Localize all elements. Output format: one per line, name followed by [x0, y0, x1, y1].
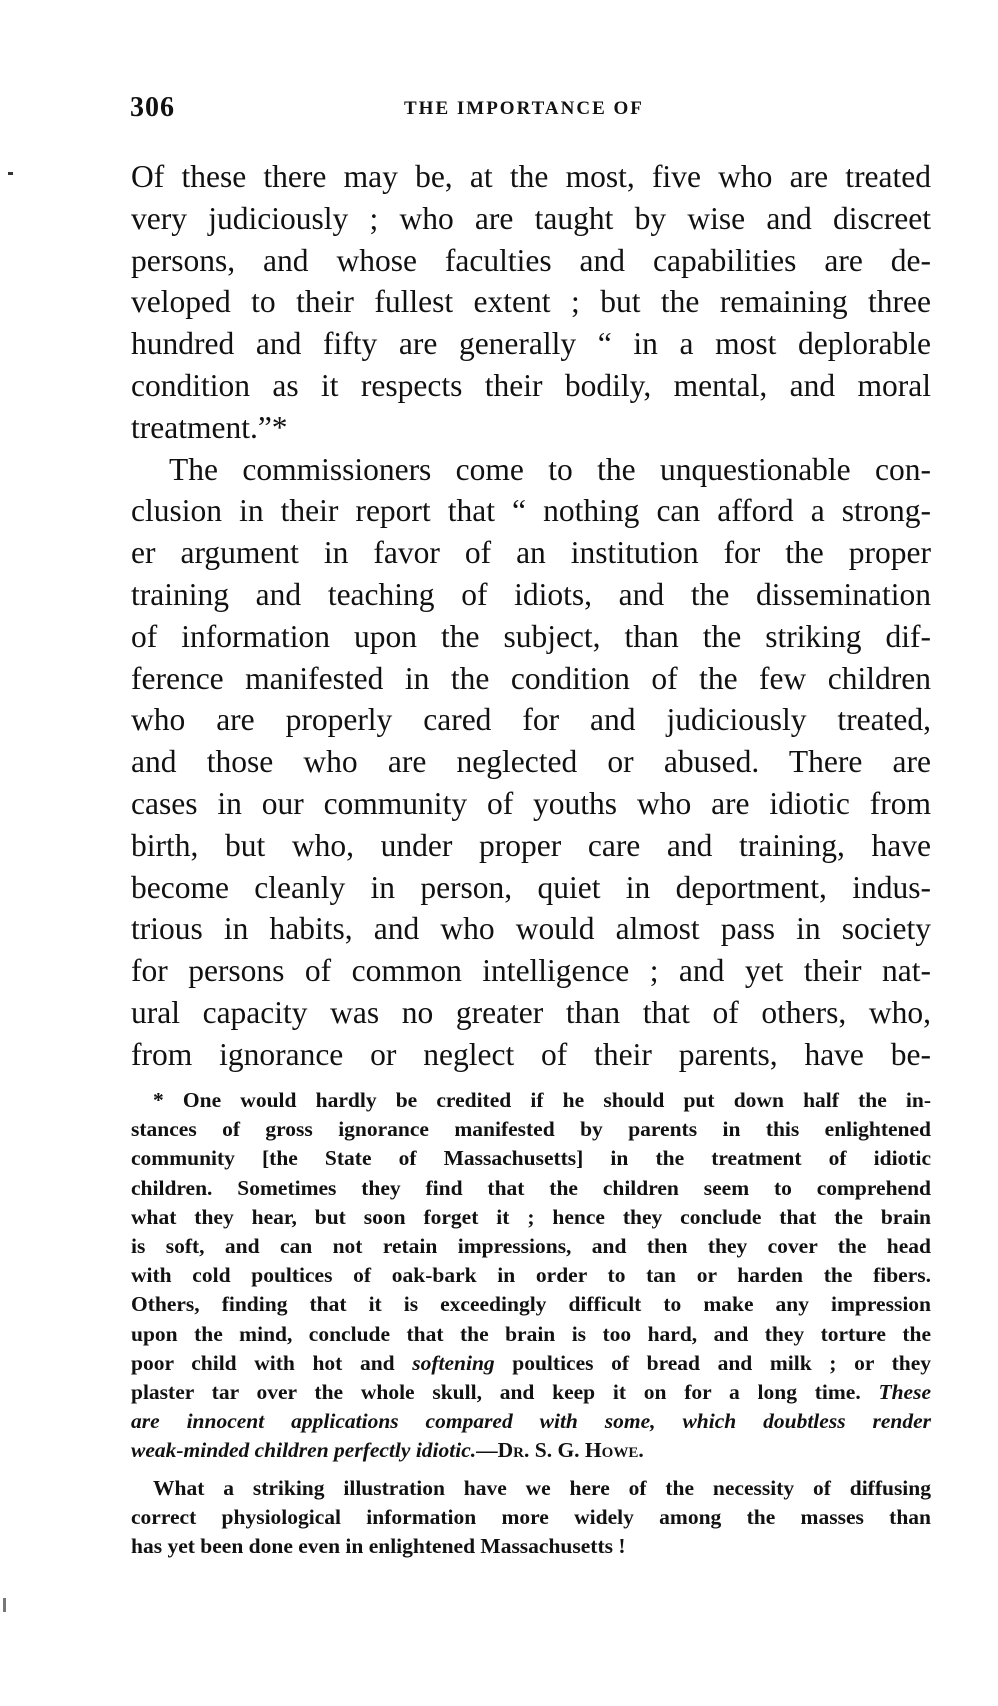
paragraph-2 [131, 449, 931, 1076]
footnote-line: with cold poultices of oak-bark in order to tan or harden the fibers. [131, 1263, 931, 1288]
text-line: from ignorance or neglect of their parents, have be- [131, 1036, 931, 1072]
text-line: trious in habits, and who would almost pass in society [131, 911, 931, 947]
footnote-line: are innocent applications compared with some, which doubtless render [131, 1409, 931, 1434]
margin-mark-bottom [3, 1598, 6, 1612]
footnote-line: community [the State of Massachusetts] in the treatment of idiotic [131, 1146, 931, 1171]
footnote-line: children. Sometimes they find that the children seem to comprehend [131, 1175, 931, 1200]
footnote-line: stances of gross ignorance manifested by parents in this enlightened [131, 1117, 931, 1142]
text-line: birth, but who, under proper care and training, have [131, 827, 931, 863]
footnote-line: what they hear, but soon forget it ; hence they conclude that the brain [131, 1204, 931, 1229]
footnote-line [131, 1436, 931, 1465]
text-line: Of these there may be, at the most, five who are treated [131, 159, 931, 194]
footnote-emphasis: These [878, 1380, 932, 1405]
footnote-line: is soft, and can not retain impressions, and then they cover the head [131, 1234, 931, 1259]
text-line: clusion in their report that “ nothing can afford a strong- [131, 493, 931, 529]
text-line: veloped to their fullest extent ; but the remaining three [131, 284, 931, 320]
text-line: treatment.”* [131, 409, 288, 445]
note-line: What a striking illustration have we here of the necessity of diffusing [153, 1475, 931, 1500]
text-line: very judiciously ; who are taught by wise and discreet [131, 200, 931, 236]
text-line: who are properly cared for and judiciously treated, [131, 702, 931, 738]
text-line: er argument in favor of an institution for the proper [131, 535, 931, 571]
text-line: and those who are neglected or abused. There are [131, 744, 931, 780]
text-line: ference manifested in the condition of the few children [131, 660, 931, 696]
footnote-gap [131, 1466, 931, 1474]
note-line: has yet been done even in enlightened Massachusetts ! [131, 1534, 626, 1559]
footnote-text: poor child with hot and [131, 1350, 413, 1375]
footnote-line: Others, finding that it is exceedingly difficult to make any impression [131, 1292, 931, 1317]
footnote-emphasis: softening [412, 1350, 495, 1375]
margin-mark [8, 172, 13, 175]
text-line: ural capacity was no greater than that of others, who, [131, 994, 931, 1030]
text-line: cases in our community of youths who are idiotic from [131, 785, 931, 821]
footnote-signature: Dr. S. G. Howe. [497, 1438, 644, 1463]
text-line: of information upon the subject, than the striking dif- [131, 618, 931, 654]
footnote-line [131, 1349, 931, 1378]
footnote-line: upon the mind, conclude that the brain is too hard, and they torture the [131, 1321, 931, 1346]
footnote-text: plaster tar over the whole skull, and keep it on for a long time. [131, 1380, 861, 1405]
footnote-text: poultices of bread and milk ; or they [494, 1350, 931, 1375]
main-text [131, 156, 931, 1076]
running-head: THE IMPORTANCE OF [404, 98, 644, 119]
text-line: for persons of common intelligence ; and yet their nat- [131, 953, 931, 989]
footnote-line [131, 1378, 931, 1407]
page-number: 306 [130, 92, 175, 123]
footnote-line: * One would hardly be credited if he should put down half the in- [153, 1088, 931, 1112]
page-header [130, 92, 930, 132]
paragraph-1 [131, 156, 931, 449]
text-line: training and teaching of idiots, and the dissemination [131, 576, 931, 612]
footnote-dash: — [476, 1438, 498, 1463]
text-line: The commissioners come to the unquestionable con- [169, 451, 931, 487]
footnote-emphasis: weak-minded children perfectly idiotic. [131, 1438, 477, 1463]
text-line: become cleanly in person, quiet in deportment, indus- [131, 869, 931, 905]
text-line: hundred and fifty are generally “ in a most deplorable [131, 326, 931, 362]
text-line: condition as it respects their bodily, mental, and moral [131, 367, 931, 403]
note-line: correct physiological information more widely among the masses than [131, 1504, 931, 1529]
footnote-block [131, 1086, 931, 1561]
text-line: persons, and whose faculties and capabilities are de- [131, 242, 931, 278]
